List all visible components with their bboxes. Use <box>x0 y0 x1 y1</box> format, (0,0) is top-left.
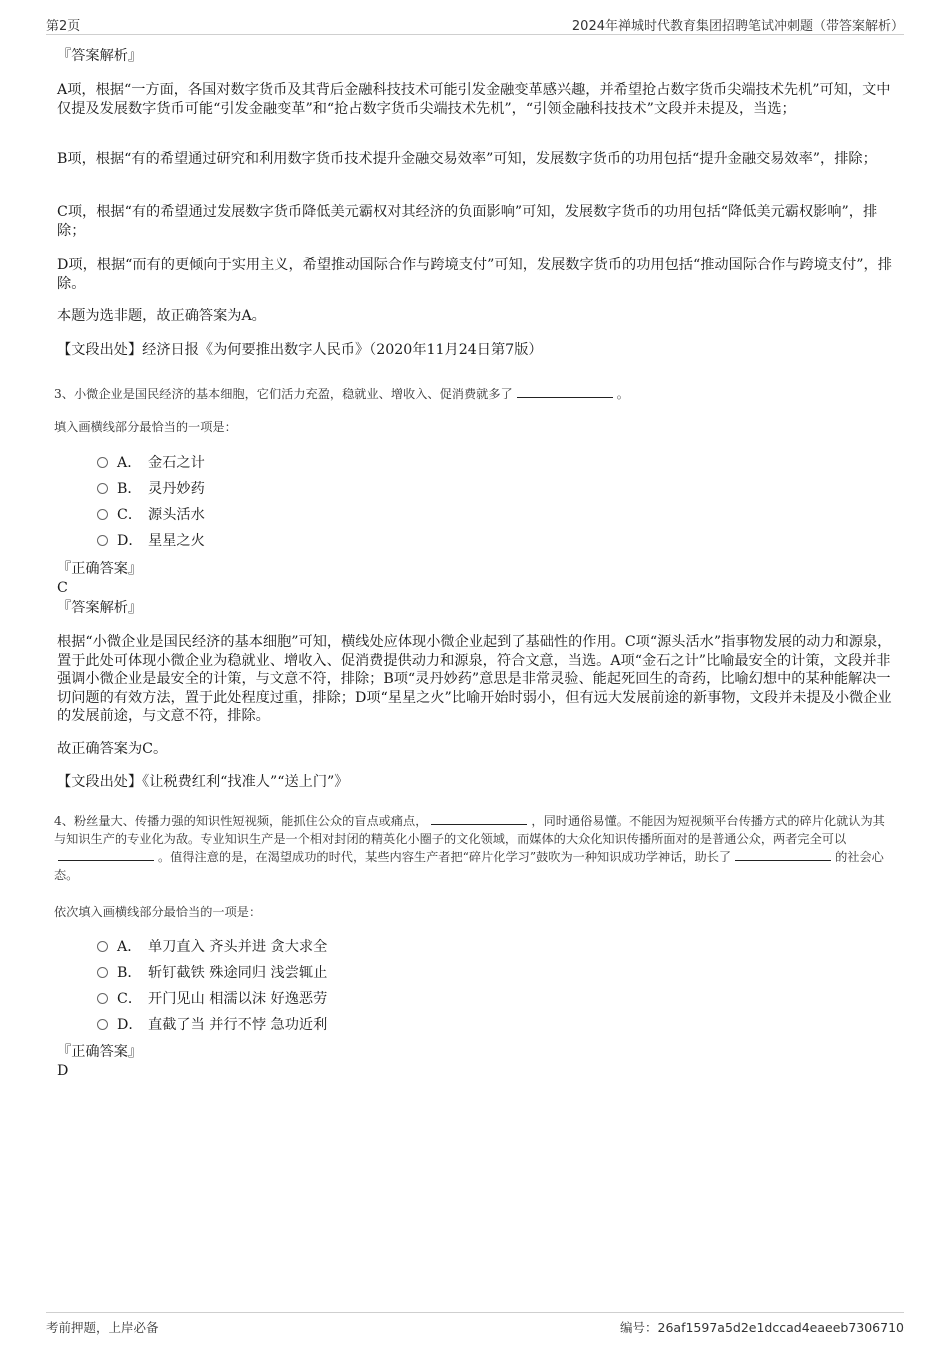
q3-option-d[interactable]: D． 星星之火 <box>97 531 205 551</box>
q3-answer-label: 『正确答案』 <box>57 561 143 577</box>
radio-icon[interactable] <box>97 457 108 468</box>
q4-answer: D <box>57 1063 69 1079</box>
q4-option-d[interactable]: D． 直截了当 并行不悖 急功近利 <box>97 1015 327 1035</box>
document-title: 2024年禅城时代教育集团招聘笔试冲刺题（带答案解析） <box>571 19 904 34</box>
q2-source: 【文段出处】经济日报《为何要推出数字人民币》（2020年11月24日第7版） <box>57 342 543 358</box>
q4-option-b[interactable]: B． 斩钉截铁 殊途同归 浅尝辄止 <box>97 963 327 983</box>
radio-icon[interactable] <box>97 509 108 520</box>
q3-option-c[interactable]: C． 源头活水 <box>97 505 205 525</box>
q4-blank-2 <box>58 848 154 861</box>
radio-icon[interactable] <box>97 483 108 494</box>
q3-source: 【文段出处】《让税费红利“找准人”“送上门”》 <box>57 774 349 790</box>
q2-analysis-d: D项，根据“而有的更倾向于实用主义，希望推动国际合作与跨境支付”可知，发展数字货币的功用包括“推动国际合作与跨境支付”，排除。 <box>57 257 892 292</box>
q3-answer: C <box>57 580 68 596</box>
q2-analysis-label: 『答案解析』 <box>57 48 143 64</box>
page-footer <box>46 1312 904 1341</box>
q4-option-a[interactable]: A． 单刀直入 齐头并进 贪大求全 <box>97 937 327 957</box>
page-number: 第2页 <box>46 19 81 34</box>
radio-icon[interactable] <box>97 967 108 978</box>
q3-analysis-label: 『答案解析』 <box>57 600 143 616</box>
radio-icon[interactable] <box>97 1019 108 1030</box>
q2-analysis-c: C项，根据“有的希望通过发展数字货币降低美元霸权对其经济的负面影响”可知，发展数字货币的功用包括“降低美元霸权影响”，排除； <box>57 204 878 239</box>
q3-blank <box>517 385 613 398</box>
q2-conclusion: 本题为选非题，故正确答案为A。 <box>57 308 266 324</box>
page-header <box>46 12 904 35</box>
radio-icon[interactable] <box>97 993 108 1004</box>
q3-conclusion: 故正确答案为C。 <box>57 741 168 757</box>
q2-analysis-a: A项，根据“一方面，各国对数字货币及其背后金融科技技术可能引发金融变革感兴趣，并希望抢占数字货币尖端技术先机”可知，文中仅提及发展数字货币可能“引发金融变革”和“抢占数字货币尖端技术先机”，“引领金融科技技术”文段并未提及，当选； <box>57 82 891 117</box>
radio-icon[interactable] <box>97 535 108 546</box>
q3-option-a[interactable]: A． 金石之计 <box>97 453 205 473</box>
q4-stem: 4、粉丝量大、传播力强的知识性短视频，能抓住公众的盲点或痛点， ，同时通俗易懂。不能因为短视频平台传播方式的碎片化就认为其与知识生产的专业化为敌。专业知识生产是一个相对封闭的精英化小圈子的文化领域，而媒体的大众化知识传播所面对的是普通公众，两者完全可以。值得注意的是，在渴望成功的时代，某些内容生产者把“碎片化学习”鼓吹为一种知识成功学神话，助长了 的社会心态。 <box>54 814 885 882</box>
radio-icon[interactable] <box>97 941 108 952</box>
q3-stem: 3、小微企业是国民经济的基本细胞，它们活力充盈，稳就业、增收入、促消费就多了 。 <box>54 387 629 401</box>
q4-option-c[interactable]: C． 开门见山 相濡以沫 好逸恶劳 <box>97 989 327 1009</box>
footer-slogan: 考前押题，上岸必备 <box>46 1320 159 1335</box>
document-id: 编号：26af1597a5d2e1dccad4eaeeb7306710 <box>620 1320 904 1335</box>
q4-blank-3 <box>735 848 831 861</box>
q4-answer-label: 『正确答案』 <box>57 1044 143 1060</box>
q2-analysis-b: B项，根据“有的希望通过研究和利用数字货币技术提升金融交易效率”可知，发展数字货币的功用包括“提升金融交易效率”，排除； <box>57 151 877 167</box>
q4-blank-1 <box>431 812 527 825</box>
q3-option-b[interactable]: B． 灵丹妙药 <box>97 479 205 499</box>
q4-instruction: 依次填入画横线部分最恰当的一项是： <box>54 905 262 919</box>
q3-analysis: 根据“小微企业是国民经济的基本细胞”可知，横线处应体现小微企业起到了基础性的作用。C项“源头活水”指事物发展的动力和源泉，置于此处可体现小微企业为稳就业、增收入、促消费提供动力和源泉，符合文意，当选。A项“金石之计”比喻最安全的计策，文段并非强调小微企业是最安全的计策，与文意不符，排除；B项“灵丹妙药”意思是非常灵验、能起死回生的奇药，比喻幻想中的某种能解决一切问题的有效方法，置于此处程度过重，排除；D项“星星之火”比喻开始时弱小，但有远大发展前途的新事物，文段并未提及小微企业的发展前途，与文意不符，排除。 <box>57 634 892 724</box>
q3-instruction: 填入画横线部分最恰当的一项是： <box>54 420 237 434</box>
